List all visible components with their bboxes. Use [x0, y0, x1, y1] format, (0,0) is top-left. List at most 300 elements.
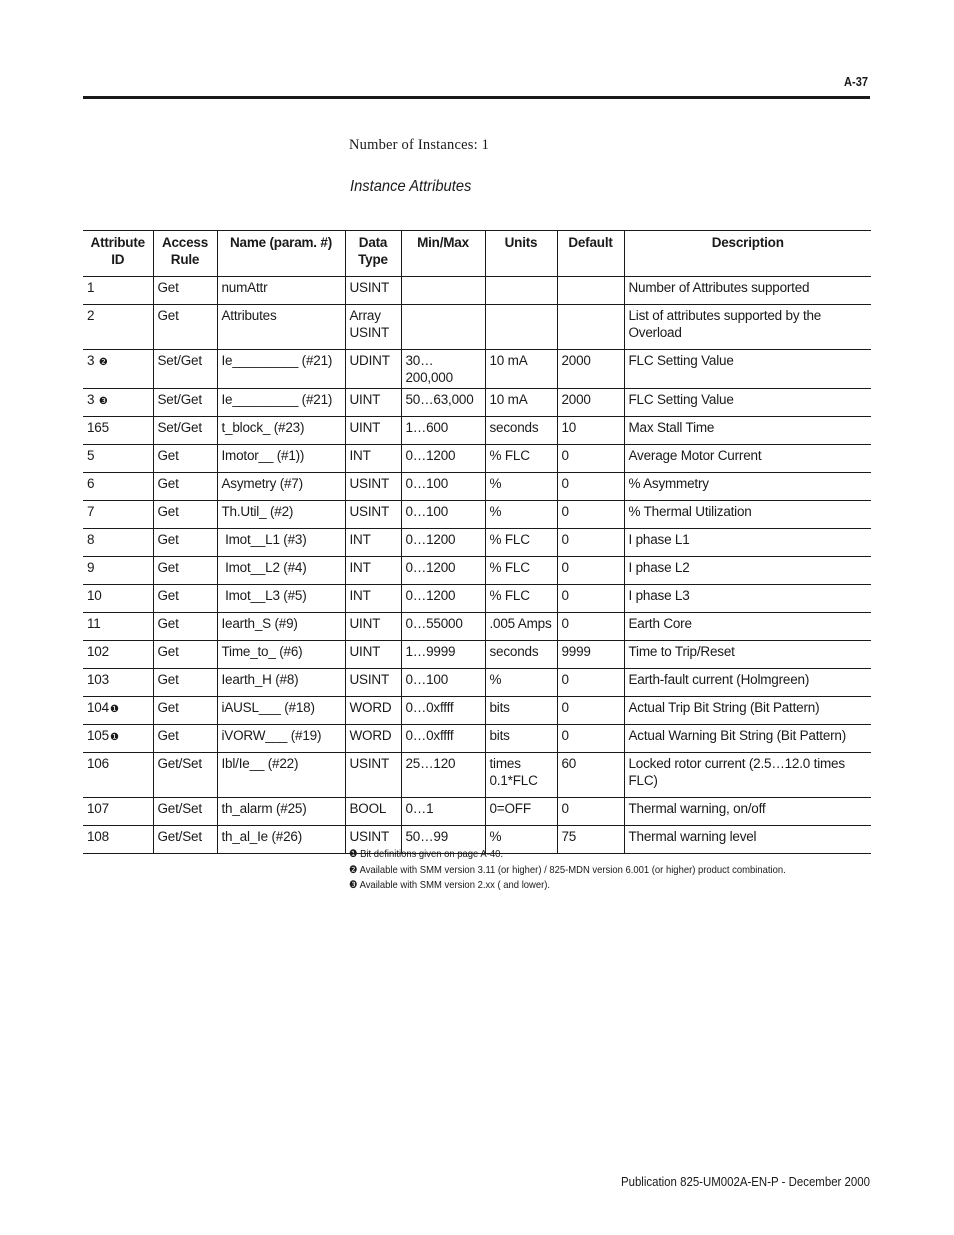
- cell-description-text: Max Stall Time: [628, 420, 715, 435]
- table-row: [83, 277, 871, 305]
- cell-access-rule: [153, 613, 217, 641]
- cell-min-max-text: 25…120: [405, 756, 456, 771]
- cell-description: [624, 305, 871, 350]
- cell-min-max: [401, 725, 485, 753]
- cell-units-text: bits: [489, 728, 510, 743]
- cell-default: [557, 557, 624, 585]
- cell-default-text: 0: [561, 448, 569, 463]
- cell-min-max: [401, 641, 485, 669]
- cell-min-max: [401, 753, 485, 798]
- cell-access-rule-text: Set/Get: [157, 353, 202, 368]
- cell-name: [217, 529, 345, 557]
- cell-min-max-text: 0…1200: [405, 448, 456, 463]
- cell-data-type-text: Array USINT: [349, 308, 390, 340]
- cell-name-text: Imot__L2 (#4): [221, 560, 307, 575]
- cell-attribute-id-text: 3: [87, 353, 98, 368]
- cell-attribute-id-text: 106: [87, 756, 109, 771]
- cell-default-text: 0: [561, 504, 569, 519]
- cell-attribute-id-text: 1: [87, 280, 95, 295]
- cell-name: [217, 641, 345, 669]
- cell-access-rule-text: Get: [157, 532, 179, 547]
- cell-name-text: iAUSL___ (#18): [221, 700, 315, 715]
- cell-default: [557, 798, 624, 826]
- cell-min-max-text: 50…99: [405, 829, 449, 844]
- cell-min-max-text: 0…55000: [405, 616, 463, 631]
- cell-description-text: Earth-fault current (Holmgreen): [628, 672, 810, 687]
- table-row: [83, 389, 871, 417]
- cell-default: [557, 277, 624, 305]
- cell-description-text: Earth Core: [628, 616, 692, 631]
- cell-access-rule-text: Get/Set: [157, 756, 202, 771]
- cell-min-max-text: 0…100: [405, 672, 449, 687]
- cell-default-text: 0: [561, 728, 569, 743]
- cell-description: [624, 725, 871, 753]
- cell-data-type: [345, 557, 401, 585]
- cell-units-text: 10 mA: [489, 353, 528, 368]
- cell-attribute-id: [83, 641, 153, 669]
- cell-data-type: [345, 669, 401, 697]
- cell-description: [624, 389, 871, 417]
- cell-description-text: List of attributes supported by the Overload: [628, 308, 825, 340]
- cell-units: [485, 669, 557, 697]
- cell-default-text: 0: [561, 560, 569, 575]
- cell-access-rule: [153, 585, 217, 613]
- cell-description: [624, 641, 871, 669]
- cell-access-rule-text: Get: [157, 560, 179, 575]
- cell-name-text: Ie_________ (#21): [221, 353, 333, 368]
- cell-default-text: 0: [561, 801, 569, 816]
- footnote-marker: ❶: [109, 732, 119, 743]
- cell-attribute-id: [83, 445, 153, 473]
- cell-data-type-text: WORD: [349, 728, 392, 743]
- footnote: ❸ Available with SMM version 2.xx ( and lower).: [349, 879, 551, 891]
- cell-data-type: [345, 389, 401, 417]
- cell-description-text: Actual Trip Bit String (Bit Pattern): [628, 700, 820, 715]
- cell-units-text: %: [489, 504, 502, 519]
- cell-name: [217, 613, 345, 641]
- cell-attribute-id-text: 5: [87, 448, 95, 463]
- cell-access-rule: [153, 417, 217, 445]
- cell-attribute-id-text: 9: [87, 560, 95, 575]
- cell-access-rule-text: Get: [157, 504, 179, 519]
- column-header: Units: [485, 231, 557, 277]
- cell-name: [217, 445, 345, 473]
- cell-data-type-text: WORD: [349, 700, 392, 715]
- cell-units-text: % FLC: [489, 560, 530, 575]
- cell-default: [557, 501, 624, 529]
- cell-min-max: [401, 417, 485, 445]
- cell-name-text: th_alarm (#25): [221, 801, 307, 816]
- table-row: [83, 798, 871, 826]
- cell-units-text: %: [489, 829, 502, 844]
- cell-access-rule: [153, 305, 217, 350]
- cell-min-max-text: 0…100: [405, 504, 449, 519]
- cell-units-text: % FLC: [489, 448, 530, 463]
- cell-name-text: Imot__L3 (#5): [221, 588, 307, 603]
- cell-default: [557, 445, 624, 473]
- cell-units: [485, 798, 557, 826]
- cell-access-rule: [153, 277, 217, 305]
- cell-units: [485, 417, 557, 445]
- cell-data-type-text: UINT: [349, 420, 381, 435]
- cell-attribute-id: [83, 697, 153, 725]
- cell-access-rule: [153, 529, 217, 557]
- cell-name: [217, 473, 345, 501]
- cell-units-text: bits: [489, 700, 510, 715]
- cell-default-text: 75: [561, 829, 577, 844]
- cell-min-max-text: 0…100: [405, 476, 449, 491]
- cell-units-text: times 0.1*FLC: [489, 756, 538, 788]
- cell-data-type-text: USINT: [349, 829, 390, 844]
- cell-units-text: %: [489, 476, 502, 491]
- cell-units: [485, 697, 557, 725]
- cell-description-text: I phase L2: [628, 560, 690, 575]
- cell-data-type: [345, 473, 401, 501]
- cell-name: [217, 585, 345, 613]
- cell-min-max-text: 0…0xffff: [405, 728, 454, 743]
- cell-name-text: Th.Util_ (#2): [221, 504, 294, 519]
- cell-units: [485, 445, 557, 473]
- cell-attribute-id: [83, 277, 153, 305]
- cell-attribute-id: [83, 350, 153, 389]
- cell-data-type: [345, 417, 401, 445]
- cell-units: [485, 725, 557, 753]
- cell-access-rule-text: Get: [157, 672, 179, 687]
- cell-default-text: 0: [561, 588, 569, 603]
- cell-access-rule: [153, 445, 217, 473]
- cell-name: [217, 798, 345, 826]
- cell-min-max-text: 0…1200: [405, 532, 456, 547]
- cell-units: [485, 585, 557, 613]
- cell-access-rule: [153, 389, 217, 417]
- cell-min-max: [401, 529, 485, 557]
- cell-default-text: 0: [561, 616, 569, 631]
- cell-min-max-text: 1…9999: [405, 644, 456, 659]
- cell-attribute-id: [83, 753, 153, 798]
- cell-data-type: [345, 725, 401, 753]
- cell-attribute-id-text: 10: [87, 588, 102, 603]
- cell-data-type-text: USINT: [349, 280, 390, 295]
- cell-units: [485, 305, 557, 350]
- page-number: A-37: [844, 74, 868, 89]
- cell-access-rule-text: Get: [157, 308, 179, 323]
- cell-attribute-id: [83, 798, 153, 826]
- cell-units: [485, 473, 557, 501]
- cell-name: [217, 557, 345, 585]
- cell-min-max-text: 50…63,000: [405, 392, 474, 407]
- table-row: [83, 641, 871, 669]
- table-row: [83, 669, 871, 697]
- cell-description: [624, 277, 871, 305]
- column-header: Default: [557, 231, 624, 277]
- cell-min-max: [401, 697, 485, 725]
- cell-units-text: %: [489, 672, 502, 687]
- table-row: [83, 445, 871, 473]
- cell-data-type: [345, 613, 401, 641]
- cell-min-max: [401, 798, 485, 826]
- cell-name: [217, 389, 345, 417]
- cell-name-text: Iearth_H (#8): [221, 672, 299, 687]
- cell-data-type: [345, 697, 401, 725]
- cell-description-text: Locked rotor current (2.5…12.0 times FLC): [628, 756, 849, 788]
- cell-attribute-id-text: 8: [87, 532, 95, 547]
- table-row: [83, 753, 871, 798]
- cell-default: [557, 350, 624, 389]
- cell-description: [624, 669, 871, 697]
- cell-data-type: [345, 501, 401, 529]
- cell-attribute-id: [83, 417, 153, 445]
- cell-data-type-text: USINT: [349, 476, 390, 491]
- cell-units: [485, 501, 557, 529]
- cell-name: [217, 417, 345, 445]
- cell-units: [485, 277, 557, 305]
- cell-attribute-id: [83, 305, 153, 350]
- cell-access-rule-text: Get: [157, 644, 179, 659]
- cell-default-text: 0: [561, 476, 569, 491]
- cell-name-text: Asymetry (#7): [221, 476, 303, 491]
- cell-units: [485, 389, 557, 417]
- cell-access-rule: [153, 826, 217, 854]
- cell-min-max: [401, 277, 485, 305]
- cell-default-text: 0: [561, 532, 569, 547]
- cell-data-type: [345, 753, 401, 798]
- cell-access-rule-text: Get: [157, 728, 179, 743]
- cell-attribute-id-text: 107: [87, 801, 109, 816]
- cell-name: [217, 753, 345, 798]
- column-header: Access Rule: [153, 231, 217, 277]
- cell-units: [485, 641, 557, 669]
- cell-default: [557, 753, 624, 798]
- cell-attribute-id: [83, 613, 153, 641]
- cell-name-text: numAttr: [221, 280, 268, 295]
- cell-units: [485, 613, 557, 641]
- cell-min-max-text: 0…1200: [405, 588, 456, 603]
- cell-name: [217, 350, 345, 389]
- cell-name: [217, 305, 345, 350]
- cell-description-text: % Thermal Utilization: [628, 504, 752, 519]
- cell-min-max: [401, 669, 485, 697]
- cell-data-type-text: UDINT: [349, 353, 390, 368]
- footnote: ❷ Available with SMM version 3.11 (or higher) / 825-MDN version 6.001 (or higher) product combination.: [349, 863, 786, 876]
- cell-default: [557, 669, 624, 697]
- cell-min-max-text: 1…600: [405, 420, 449, 435]
- cell-access-rule: [153, 697, 217, 725]
- cell-data-type-text: INT: [349, 560, 371, 575]
- cell-attribute-id-text: 165: [87, 420, 109, 435]
- cell-access-rule-text: Get: [157, 448, 179, 463]
- publication-footer: Publication 825-UM002A-EN-P - December 2000: [620, 1174, 870, 1189]
- table-row: [83, 725, 871, 753]
- cell-name-text: iVORW___ (#19): [221, 728, 322, 743]
- cell-min-max: [401, 350, 485, 389]
- cell-min-max: [401, 305, 485, 350]
- cell-default: [557, 473, 624, 501]
- cell-description-text: I phase L3: [628, 588, 690, 603]
- cell-data-type: [345, 798, 401, 826]
- cell-data-type-text: UINT: [349, 392, 381, 407]
- cell-name-text: Ibl/Ie__ (#22): [221, 756, 299, 771]
- cell-description: [624, 613, 871, 641]
- column-header: Description: [624, 231, 871, 277]
- cell-default: [557, 417, 624, 445]
- cell-default-text: 2000: [561, 353, 591, 368]
- cell-default: [557, 585, 624, 613]
- column-header: Attribute ID: [83, 231, 153, 277]
- cell-attribute-id: [83, 826, 153, 854]
- cell-access-rule-text: Get: [157, 588, 179, 603]
- cell-name: [217, 501, 345, 529]
- cell-data-type-text: INT: [349, 448, 371, 463]
- cell-data-type-text: USINT: [349, 672, 390, 687]
- cell-default-text: 2000: [561, 392, 591, 407]
- cell-units-text: 10 mA: [489, 392, 528, 407]
- cell-access-rule-text: Get/Set: [157, 829, 202, 844]
- cell-access-rule-text: Get: [157, 700, 179, 715]
- cell-access-rule: [153, 725, 217, 753]
- cell-min-max-text: 0…1200: [405, 560, 456, 575]
- cell-access-rule: [153, 557, 217, 585]
- cell-data-type: [345, 445, 401, 473]
- cell-attribute-id: [83, 669, 153, 697]
- cell-min-max: [401, 389, 485, 417]
- cell-units-text: % FLC: [489, 532, 530, 547]
- cell-default: [557, 305, 624, 350]
- cell-name-text: t_block_ (#23): [221, 420, 305, 435]
- cell-access-rule: [153, 798, 217, 826]
- cell-name: [217, 826, 345, 854]
- cell-attribute-id: [83, 473, 153, 501]
- cell-units-text: .005 Amps: [489, 616, 552, 631]
- cell-min-max: [401, 557, 485, 585]
- table-row: [83, 501, 871, 529]
- cell-min-max: [401, 445, 485, 473]
- column-header: Name (param. #): [217, 231, 345, 277]
- cell-min-max: [401, 473, 485, 501]
- table-title: Instance Attributes: [350, 178, 472, 195]
- cell-access-rule: [153, 641, 217, 669]
- cell-description-text: Time to Trip/Reset: [628, 644, 735, 659]
- cell-units: [485, 350, 557, 389]
- cell-data-type-text: USINT: [349, 756, 390, 771]
- cell-description: [624, 445, 871, 473]
- table-row: [83, 613, 871, 641]
- cell-access-rule: [153, 350, 217, 389]
- cell-data-type: [345, 585, 401, 613]
- table-row: [83, 557, 871, 585]
- cell-description: [624, 753, 871, 798]
- cell-access-rule-text: Set/Get: [157, 420, 202, 435]
- cell-data-type: [345, 350, 401, 389]
- cell-description: [624, 697, 871, 725]
- cell-name-text: Time_to_ (#6): [221, 644, 303, 659]
- cell-attribute-id-text: 11: [87, 616, 101, 631]
- cell-description: [624, 350, 871, 389]
- number-of-instances: Number of Instances: 1: [349, 137, 490, 153]
- cell-description: [624, 501, 871, 529]
- cell-units-text: seconds: [489, 644, 539, 659]
- cell-min-max-text: 0…0xffff: [405, 700, 454, 715]
- cell-min-max: [401, 585, 485, 613]
- cell-data-type-text: INT: [349, 532, 371, 547]
- cell-attribute-id: [83, 501, 153, 529]
- cell-description: [624, 585, 871, 613]
- cell-units: [485, 753, 557, 798]
- cell-data-type-text: UINT: [349, 644, 381, 659]
- cell-attribute-id-text: 105: [87, 728, 109, 743]
- cell-default: [557, 725, 624, 753]
- cell-description: [624, 798, 871, 826]
- cell-access-rule: [153, 753, 217, 798]
- cell-default: [557, 641, 624, 669]
- cell-default: [557, 613, 624, 641]
- column-header: Min/Max: [401, 231, 485, 277]
- footnote-marker: ❸: [98, 396, 108, 407]
- table-row: [83, 585, 871, 613]
- cell-description: [624, 473, 871, 501]
- cell-description-text: FLC Setting Value: [628, 353, 734, 368]
- cell-description: [624, 529, 871, 557]
- cell-attribute-id-text: 3: [87, 392, 98, 407]
- table-row: [83, 529, 871, 557]
- cell-name-text: Ie_________ (#21): [221, 392, 333, 407]
- table-row: [83, 305, 871, 350]
- cell-attribute-id-text: 7: [87, 504, 95, 519]
- table-row: [83, 473, 871, 501]
- cell-default: [557, 697, 624, 725]
- cell-access-rule-text: Get/Set: [157, 801, 202, 816]
- cell-access-rule-text: Get: [157, 476, 179, 491]
- cell-data-type-text: USINT: [349, 504, 390, 519]
- cell-access-rule: [153, 669, 217, 697]
- cell-min-max-text: 0…1: [405, 801, 434, 816]
- cell-description-text: % Asymmetry: [628, 476, 709, 491]
- cell-name-text: Iearth_S (#9): [221, 616, 298, 631]
- cell-description-text: FLC Setting Value: [628, 392, 734, 407]
- table-row: [83, 350, 871, 389]
- cell-data-type-text: INT: [349, 588, 371, 603]
- cell-name-text: Attributes: [221, 308, 277, 323]
- cell-access-rule-text: Get: [157, 280, 179, 295]
- cell-name-text: Imot__L1 (#3): [221, 532, 307, 547]
- cell-default: [557, 529, 624, 557]
- cell-units-text: seconds: [489, 420, 539, 435]
- cell-attribute-id: [83, 725, 153, 753]
- cell-description: [624, 557, 871, 585]
- cell-units: [485, 557, 557, 585]
- cell-attribute-id: [83, 585, 153, 613]
- footnote-marker: ❷: [98, 357, 108, 368]
- footnotes: [349, 847, 834, 894]
- cell-default-text: 60: [561, 756, 577, 771]
- cell-description-text: Number of Attributes supported: [628, 280, 810, 295]
- footnote-marker: ❶: [109, 704, 119, 715]
- cell-attribute-id-text: 102: [87, 644, 109, 659]
- cell-min-max-text: 30…200,000: [405, 353, 453, 385]
- cell-default-text: 0: [561, 700, 569, 715]
- cell-data-type: [345, 277, 401, 305]
- cell-description-text: Thermal warning level: [628, 829, 757, 844]
- footnote: ❶ Bit definitions given on page A-40.: [349, 848, 503, 860]
- cell-data-type-text: UINT: [349, 616, 381, 631]
- cell-description: [624, 417, 871, 445]
- cell-attribute-id-text: 6: [87, 476, 95, 491]
- cell-attribute-id-text: 104: [87, 700, 109, 715]
- cell-name: [217, 725, 345, 753]
- cell-access-rule: [153, 473, 217, 501]
- cell-default-text: 9999: [561, 644, 591, 659]
- cell-default-text: 0: [561, 672, 569, 687]
- cell-name-text: Imotor__ (#1)): [221, 448, 305, 463]
